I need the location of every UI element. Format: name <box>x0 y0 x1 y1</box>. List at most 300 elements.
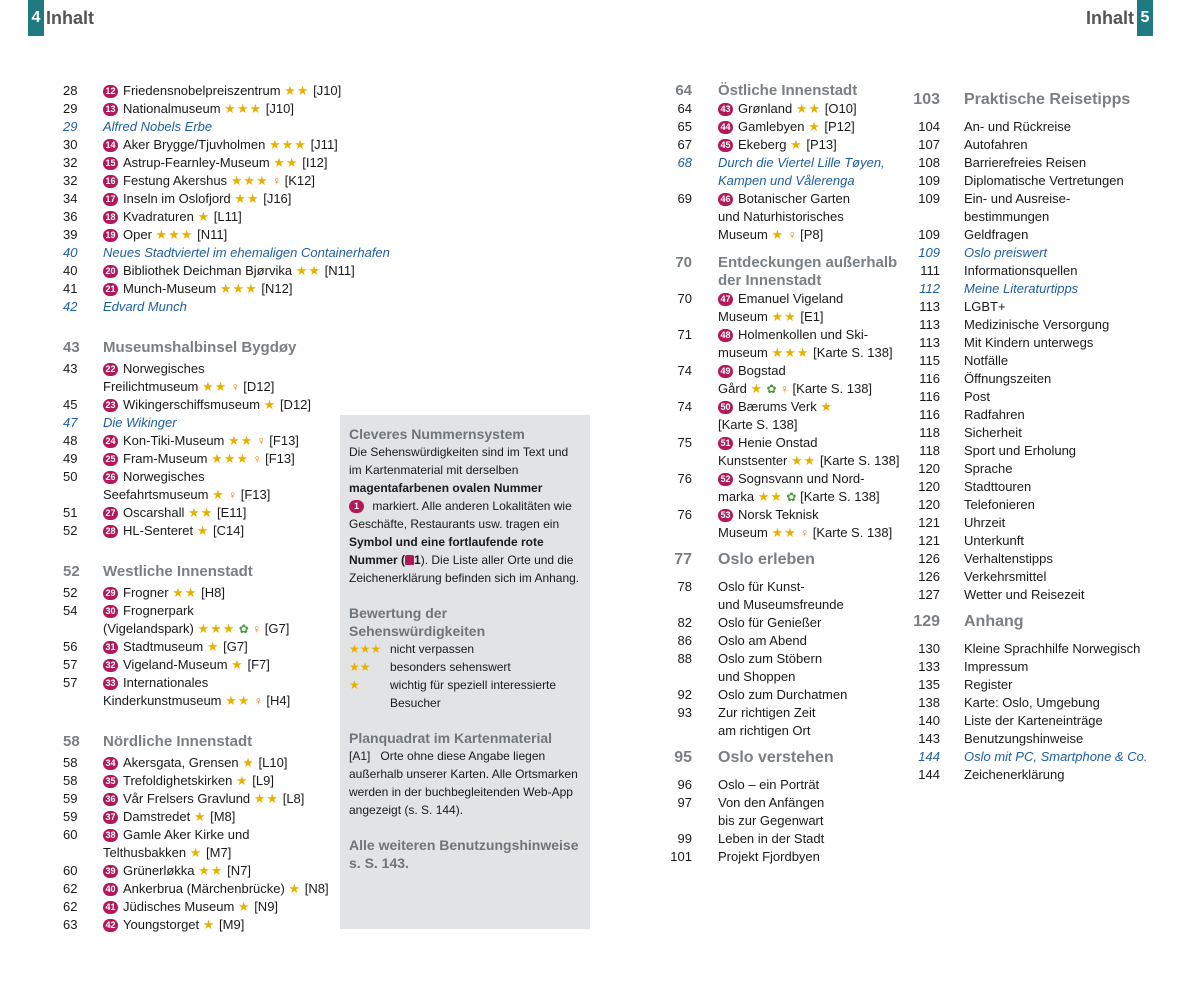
sight-number-badge: 28 <box>103 525 118 538</box>
kid-icon: ♀ <box>248 622 262 636</box>
page-number: 48 <box>63 433 78 448</box>
sight-number-badge: 53 <box>718 509 733 522</box>
map-grid-ref: [Karte S. 138] <box>813 345 893 360</box>
sight-number-badge: 23 <box>103 399 118 412</box>
page-number: 104 <box>918 119 940 134</box>
page-number: 116 <box>919 407 940 422</box>
toc-feature-entry <box>63 414 338 432</box>
entry-text <box>718 632 807 650</box>
toc-entry <box>910 208 1175 226</box>
entry-text <box>103 172 315 190</box>
toc-entry <box>63 692 338 710</box>
map-grid-ref: [E1] <box>800 309 824 324</box>
page-number: 30 <box>63 137 78 152</box>
entry-title: Seefahrtsmuseum <box>103 487 209 502</box>
toc-section-heading <box>650 82 900 100</box>
entry-text <box>718 100 857 118</box>
star-icon: ★ <box>771 227 785 242</box>
toc-section-heading <box>63 557 338 584</box>
kid-icon: ♀ <box>268 174 281 188</box>
page-number: 70 <box>675 254 692 271</box>
entry-text <box>103 100 294 118</box>
sight-number-badge: 30 <box>103 605 118 618</box>
page-number: 74 <box>677 399 692 414</box>
toc-entry <box>910 442 1175 460</box>
toc-entry <box>650 452 900 470</box>
entry-title: Oslo zum Stöbern <box>718 651 823 666</box>
entry-text <box>103 674 208 692</box>
star-icon: ★ <box>808 119 821 134</box>
entry-title: und Naturhistorisches <box>718 209 844 224</box>
entry-text <box>964 658 1028 676</box>
entry-text <box>718 416 798 434</box>
sight-number-badge: 49 <box>718 365 733 378</box>
sight-number-badge: 26 <box>103 471 118 484</box>
toc-entry <box>910 514 1175 532</box>
entry-text <box>103 226 227 244</box>
entry-title: Frognerpark <box>123 603 194 618</box>
entry-title: HL-Senteret <box>123 523 194 538</box>
toc-entry <box>910 424 1175 442</box>
toc-entry <box>910 406 1175 424</box>
kid-icon: ♀ <box>784 228 797 242</box>
page-number: 82 <box>677 615 692 630</box>
page-number <box>63 620 103 638</box>
toc-feature-entry <box>63 118 338 136</box>
map-grid-ref: [L9] <box>252 773 274 788</box>
entry-text <box>103 692 290 710</box>
page-number: 120 <box>918 497 940 512</box>
entry-title: Bibliothek Deichman Bjørvika <box>123 263 293 278</box>
page-number <box>650 208 692 226</box>
page-number <box>650 308 692 326</box>
entry-text <box>103 826 249 844</box>
map-grid-ref: [N12] <box>261 281 293 296</box>
sight-number-badge: 18 <box>103 211 118 224</box>
entry-title: Benutzungshinweise <box>964 731 1084 746</box>
right-page-title: Inhalt <box>1086 8 1134 28</box>
entry-text <box>964 370 1051 388</box>
entry-title: Kon-Tiki-Museum <box>123 433 225 448</box>
toc-entry <box>650 308 900 326</box>
toc-entry <box>910 334 1175 352</box>
green-icon: ✿ <box>783 490 797 504</box>
toc-entry <box>910 586 1175 604</box>
page-number: 127 <box>918 587 940 602</box>
toc-section-heading <box>63 727 338 754</box>
map-grid-ref: [F13] <box>240 487 271 502</box>
page-number <box>63 486 103 504</box>
entry-text <box>964 712 1103 730</box>
entry-title: museum <box>718 345 768 360</box>
entry-text <box>964 496 1035 514</box>
page-number: 93 <box>677 705 692 720</box>
entry-title: Kunstsenter <box>718 453 788 468</box>
entry-text <box>103 772 274 790</box>
toc-feature-entry <box>63 298 338 316</box>
entry-text <box>103 333 296 360</box>
entry-text <box>964 532 1024 550</box>
star-icon: ★★ <box>172 585 198 600</box>
entry-title: Kvadraturen <box>123 209 194 224</box>
toc-entry <box>63 154 338 172</box>
entry-text <box>964 514 1005 532</box>
page-number: 111 <box>920 263 940 278</box>
entry-title: der Innenstadt <box>718 272 822 289</box>
toc-entry <box>63 638 338 656</box>
rating-label: besonders sehenswert <box>390 660 511 674</box>
map-grid-ref: [J11] <box>310 137 338 152</box>
map-grid-ref: [N11] <box>197 227 228 242</box>
entry-text <box>718 344 893 362</box>
page-number <box>650 380 692 398</box>
page-number: 43 <box>63 361 78 376</box>
toc-entry <box>650 290 900 308</box>
entry-title: Norsk Teknisk <box>738 507 819 522</box>
star-icon: ★★ <box>188 505 214 520</box>
entry-title: Mit Kindern unterwegs <box>964 335 1094 350</box>
map-grid-ref: [K12] <box>284 173 315 188</box>
entry-text <box>718 722 810 740</box>
entry-title: Telefonieren <box>964 497 1035 512</box>
entry-text <box>718 380 872 398</box>
map-grid-ref: [Karte S. 138] <box>812 525 893 540</box>
page-number: 64 <box>675 82 692 99</box>
star-icon: ★ <box>196 523 210 538</box>
toc-entry <box>63 100 338 118</box>
entry-text <box>103 880 329 898</box>
page-number: 109 <box>918 173 940 188</box>
star-icon: ★ <box>237 899 251 914</box>
entry-title: Oslo verstehen <box>718 749 834 766</box>
entry-title: An- und Rückreise <box>964 119 1071 134</box>
entry-title: marka <box>718 489 755 504</box>
entry-title: Liste der Karteneinträge <box>964 713 1103 728</box>
entry-title: Unterkunft <box>964 533 1024 548</box>
sight-number-badge: 25 <box>103 453 118 466</box>
toc-entry <box>63 602 338 620</box>
map-grid-ref: [D12] <box>243 379 275 394</box>
entry-text <box>964 766 1064 784</box>
green-icon: ✿ <box>235 622 249 636</box>
entry-title: Zeichenerklärung <box>964 767 1065 782</box>
toc-entry <box>650 488 900 506</box>
page-number: 108 <box>918 155 940 170</box>
sight-number-badge: 44 <box>718 121 733 134</box>
entry-title: Impressum <box>964 659 1029 674</box>
entry-title: Kinderkunstmuseum <box>103 693 222 708</box>
entry-title: bis zur Gegenwart <box>718 813 824 828</box>
page-number: 51 <box>63 505 78 520</box>
toc-entry <box>910 550 1175 568</box>
toc-entry <box>910 478 1175 496</box>
entry-title: Öffnungszeiten <box>964 371 1052 386</box>
page-number: 39 <box>63 227 78 242</box>
toc-entry <box>910 352 1175 370</box>
toc-entry <box>63 280 338 298</box>
page-number: 32 <box>63 173 78 188</box>
entry-text <box>718 524 892 542</box>
entry-text <box>964 442 1076 460</box>
page-number: 52 <box>63 585 78 600</box>
sight-number-badge: 24 <box>103 435 118 448</box>
toc-feature-entry <box>650 172 900 190</box>
toc-column-2 <box>650 82 900 866</box>
entry-text <box>964 568 1046 586</box>
entry-text <box>718 272 821 290</box>
map-grid-ref: [H8] <box>201 585 225 600</box>
star-icon: ★ <box>349 678 360 692</box>
page-number: 140 <box>918 713 940 728</box>
map-grid-ref: [E11] <box>216 505 247 520</box>
star-icon: ★ <box>820 399 834 414</box>
star-icon: ★ <box>235 773 249 788</box>
toc-entry <box>650 100 900 118</box>
toc-feature-entry <box>910 244 1175 262</box>
kid-icon: ♀ <box>250 694 263 708</box>
entry-text <box>718 542 815 578</box>
map-grid-ref: [H4] <box>266 693 291 708</box>
page-number: 45 <box>63 397 78 412</box>
page-number: 56 <box>63 639 78 654</box>
entry-text <box>103 504 246 522</box>
entry-title: Oslo erleben <box>718 551 815 568</box>
entry-text <box>103 298 187 316</box>
toc-column-1 <box>63 82 390 934</box>
map-grid-ref: [M9] <box>219 917 245 932</box>
entry-title: Diplomatische Vertretungen <box>964 173 1124 188</box>
green-icon: ✿ <box>763 382 777 396</box>
map-grid-ref: [Karte S. 138] <box>819 453 900 468</box>
entry-text <box>103 557 253 584</box>
entry-text <box>964 298 1006 316</box>
sight-number-badge: 48 <box>718 329 733 342</box>
entry-text <box>964 244 1047 262</box>
toc-feature-entry <box>650 154 900 172</box>
entry-title: Nationalmuseum <box>123 101 221 116</box>
star-icon: ★★★ <box>224 101 263 116</box>
entry-title: Wetter und Reisezeit <box>964 587 1085 602</box>
entry-title: Vigeland-Museum <box>123 657 228 672</box>
entry-title: Friedensnobelpreiszentrum <box>123 83 281 98</box>
page-number <box>650 668 692 686</box>
page-number: 121 <box>918 515 940 530</box>
entry-title: Aker Brygge/Tjuvholmen <box>123 137 266 152</box>
page-number: 126 <box>918 551 940 566</box>
rating-label: nicht verpassen <box>390 642 475 656</box>
entry-title: Damstredet <box>123 809 191 824</box>
page-number <box>63 692 103 710</box>
entry-text <box>103 190 291 208</box>
entry-title: Fram-Museum <box>123 451 208 466</box>
toc-entry <box>63 136 338 154</box>
entry-text <box>718 578 805 596</box>
entry-title: [Karte S. 138] <box>718 417 798 432</box>
entry-title: Emanuel Vigeland <box>738 291 844 306</box>
entry-title: Sport und Erholung <box>964 443 1077 458</box>
toc-entry <box>650 326 900 344</box>
toc-section-heading <box>63 333 338 360</box>
page-number: 101 <box>670 849 692 864</box>
entry-title: Kleine Sprachhilfe Norwegisch <box>964 641 1141 656</box>
map-grid-ref: [G7] <box>264 621 290 636</box>
page-number <box>650 226 692 244</box>
sight-number-badge: 12 <box>103 85 118 98</box>
entry-text <box>718 398 833 416</box>
entry-title: Sicherheit <box>964 425 1022 440</box>
toc-entry <box>63 808 338 826</box>
toc-entry <box>63 862 338 880</box>
toc-feature-entry <box>910 280 1175 298</box>
page-number: 135 <box>918 677 940 692</box>
toc-entry <box>650 506 900 524</box>
page-number: 115 <box>919 353 940 368</box>
toc-entry <box>650 362 900 380</box>
page-number: 60 <box>63 827 78 842</box>
entry-text <box>103 414 177 432</box>
entry-title: Museum <box>718 309 768 324</box>
page-number <box>910 208 940 226</box>
entry-title: Norwegisches <box>123 469 205 484</box>
page-number: 60 <box>63 863 78 878</box>
spacer <box>650 244 900 254</box>
page-number: 76 <box>677 471 692 486</box>
entry-title: Zur richtigen Zeit <box>718 705 816 720</box>
toc-entry <box>63 190 338 208</box>
toc-entry <box>650 668 900 686</box>
star-icon: ★★ <box>295 263 322 278</box>
star-icon: ★★ <box>791 453 817 468</box>
sight-number-badge: 38 <box>103 829 118 842</box>
star-icon: ★★ <box>273 155 299 170</box>
star-icon: ★★ <box>284 83 310 98</box>
page-number <box>63 844 103 862</box>
star-icon: ★ <box>193 809 207 824</box>
map-grid-ref: [L10] <box>258 755 288 770</box>
page-number: 96 <box>677 777 692 792</box>
entry-text <box>964 136 1028 154</box>
toc-entry <box>63 898 338 916</box>
entry-title: bestimmungen <box>964 209 1050 224</box>
page-number: 77 <box>674 551 692 568</box>
toc-entry <box>910 190 1175 208</box>
entry-text <box>964 172 1124 190</box>
toc-feature-entry <box>910 748 1175 766</box>
star-icon: ★★ <box>198 863 224 878</box>
toc-entry <box>63 522 338 540</box>
map-grid-ref: [F13] <box>265 451 295 466</box>
entry-text <box>103 862 251 880</box>
toc-entry <box>910 262 1175 280</box>
toc-entry <box>910 694 1175 712</box>
entry-text <box>103 262 355 280</box>
sight-number-badge: 32 <box>103 659 118 672</box>
toc-entry <box>650 578 900 596</box>
toc-entry <box>63 82 342 100</box>
toc-entry <box>650 812 900 830</box>
map-grid-ref: [J10] <box>265 101 294 116</box>
toc-entry <box>63 226 338 244</box>
page-number: 118 <box>919 443 940 458</box>
page-number <box>650 722 692 740</box>
toc-entry <box>650 344 900 362</box>
entry-title: Radfahren <box>964 407 1025 422</box>
page-number: 50 <box>63 469 78 484</box>
entry-title: Praktische Reisetipps <box>964 91 1131 108</box>
entry-title: Wikingerschiffsmuseum <box>123 397 261 412</box>
entry-text <box>103 82 341 100</box>
toc-entry <box>63 844 338 862</box>
sight-number-badge: 22 <box>103 363 118 376</box>
toc-entry <box>63 674 338 692</box>
page-number: 54 <box>63 603 78 618</box>
page-number <box>650 344 692 362</box>
toc-entry <box>63 396 338 414</box>
page-number: 75 <box>677 435 692 450</box>
toc-entry <box>910 298 1175 316</box>
entry-text <box>718 650 822 668</box>
star-icon: ★ <box>242 755 255 770</box>
kid-icon: ♀ <box>224 488 238 502</box>
entry-title: Youngstorget <box>123 917 200 932</box>
sight-number-badge: 1 <box>349 500 364 513</box>
entry-text <box>718 452 899 470</box>
entry-text <box>103 584 225 602</box>
page-number: 67 <box>677 137 692 152</box>
entry-text <box>718 812 824 830</box>
sight-number-badge: 40 <box>103 883 118 896</box>
page-number: 58 <box>63 755 78 770</box>
page-number: 65 <box>677 119 692 134</box>
map-grid-ref: [N9] <box>254 899 279 914</box>
toc-entry <box>63 360 338 378</box>
page-number <box>650 452 692 470</box>
sight-number-badge: 51 <box>718 437 733 450</box>
page-number: 47 <box>63 415 78 430</box>
toc-section-heading <box>650 254 900 272</box>
entry-title: Oscarshall <box>123 505 185 520</box>
page-number: 28 <box>63 83 78 98</box>
entry-text <box>964 208 1049 226</box>
sight-number-badge: 34 <box>103 757 118 770</box>
entry-title: Gamle Aker Kirke und <box>123 827 250 842</box>
map-grid-ref: [Karte S. 138] <box>800 489 880 504</box>
sight-number-badge: 29 <box>103 587 118 600</box>
spacer <box>63 710 338 727</box>
page-number: 129 <box>913 613 940 630</box>
sight-number-badge: 43 <box>718 103 733 116</box>
toc-entry <box>63 432 338 450</box>
entry-text <box>103 396 311 414</box>
page-number: 52 <box>63 563 80 580</box>
toc-entry <box>63 172 338 190</box>
entry-text <box>103 136 338 154</box>
entry-title: Freilichtmuseum <box>103 379 199 394</box>
entry-text <box>718 308 824 326</box>
toc-entry <box>63 262 355 280</box>
star-icon: ★ <box>288 881 302 896</box>
page-number: 69 <box>677 191 692 206</box>
toc-entry <box>63 450 338 468</box>
entry-title: Museum <box>718 525 768 540</box>
toc-entry <box>910 496 1175 514</box>
toc-entry <box>650 226 900 244</box>
page-number: 97 <box>677 795 692 810</box>
entry-title: und Museumsfreunde <box>718 597 844 612</box>
entry-title: Bærums Verk <box>738 399 817 414</box>
toc-chapter-heading <box>650 542 900 578</box>
entry-text <box>103 602 194 620</box>
